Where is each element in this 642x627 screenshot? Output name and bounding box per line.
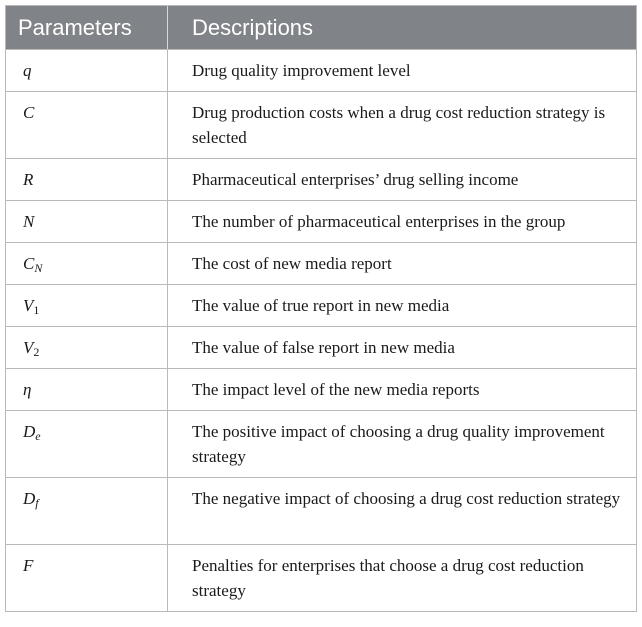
parameter-description: The cost of new media report <box>192 254 392 273</box>
symbol-text: η <box>23 380 32 399</box>
symbol-subscript: N <box>34 261 43 275</box>
parameter-description: The value of false report in new media <box>192 338 455 357</box>
symbol-subscript: f <box>35 496 39 510</box>
symbol-text: V <box>23 338 34 357</box>
symbol-text: D <box>23 422 36 441</box>
symbol-text: F <box>23 556 34 575</box>
symbol-text: q <box>23 61 32 80</box>
symbol-subscript: 2 <box>33 345 40 359</box>
parameter-symbol <box>6 243 168 284</box>
parameter-symbol <box>6 285 168 326</box>
table-row <box>6 326 636 368</box>
table-row <box>6 544 636 611</box>
parameter-description: The value of true report in new media <box>192 296 450 315</box>
table-row <box>6 477 636 544</box>
parameter-description: Penalties for enterprises that choose a drug cost reduction strategy <box>192 556 584 600</box>
table-row <box>6 49 636 91</box>
parameter-symbol <box>6 159 168 200</box>
symbol-subscript: e <box>35 429 41 443</box>
symbol-text: V <box>23 296 34 315</box>
parameter-symbol <box>6 411 168 477</box>
parameter-description: The number of pharmaceutical enterprises in the group <box>192 212 566 231</box>
symbol-text: D <box>23 489 36 508</box>
parameter-symbol <box>6 327 168 368</box>
parameter-description: Pharmaceutical enterprises’ drug selling income <box>192 170 519 189</box>
symbol-text: N <box>23 212 35 231</box>
parameter-description: Drug quality improvement level <box>192 61 411 80</box>
table-row <box>6 410 636 477</box>
table-row <box>6 242 636 284</box>
parameter-description: The positive impact of choosing a drug quality improvement strategy <box>192 422 605 466</box>
parameter-description: The negative impact of choosing a drug cost reduction strategy <box>192 489 621 508</box>
parameter-symbol <box>6 201 168 242</box>
parameter-symbol <box>6 369 168 410</box>
parameter-symbol <box>6 92 168 158</box>
header-parameters: Parameters <box>6 6 168 49</box>
parameter-symbol <box>6 50 168 91</box>
table-row <box>6 91 636 158</box>
parameter-description: The impact level of the new media reports <box>192 380 480 399</box>
parameters-table <box>5 5 637 612</box>
parameter-description: Drug production costs when a drug cost reduction strategy is selected <box>192 103 606 147</box>
header-descriptions: Descriptions <box>192 15 314 40</box>
parameter-symbol <box>6 545 168 611</box>
symbol-subscript: 1 <box>33 303 40 317</box>
table-row <box>6 158 636 200</box>
table-row <box>6 200 636 242</box>
table-row <box>6 368 636 410</box>
symbol-text: C <box>23 254 35 273</box>
table-row <box>6 284 636 326</box>
symbol-text: C <box>23 103 35 122</box>
parameter-symbol <box>6 478 168 544</box>
symbol-text: R <box>23 170 34 189</box>
table-header <box>6 6 636 49</box>
